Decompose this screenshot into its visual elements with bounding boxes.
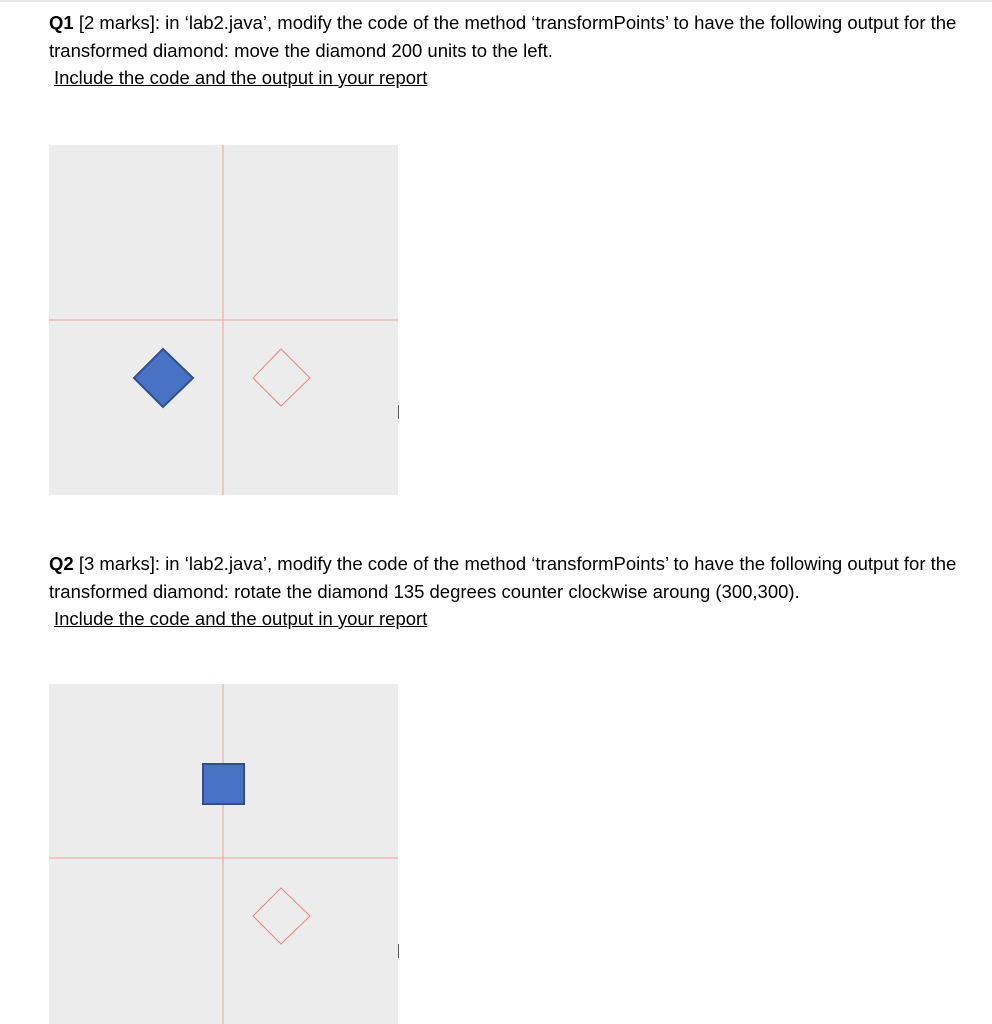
figure-2 [49, 684, 398, 1024]
figure-2-canvas [49, 684, 398, 1024]
figure-1-canvas [49, 145, 398, 495]
question-2-marks: [3 marks] [78, 553, 155, 574]
question-1-instruction: Include the code and the output in your report [54, 67, 428, 88]
question-2-text: : in ‘lab2.java’, modify the code of the method ‘transformPoints’ to have the following output for the transformed diamond: rotate the diamond 135 degrees counter clockwise aroung (300,300). [49, 553, 957, 602]
figure-1-edge-mark [398, 405, 399, 419]
figure-1 [49, 145, 398, 495]
question-1-text: : in ‘lab2.java’, modify the code of the method ‘transformPoints’ to have the following output for the transformed diamond: move the diamond 200 units to the left. [49, 12, 957, 61]
figure-2-transformed-square [203, 764, 244, 804]
question-1-prompt [49, 9, 959, 64]
figure-1-original-diamond [253, 349, 310, 406]
question-1-label: Q1 [49, 12, 74, 33]
figure-1-transformed-diamond [134, 349, 193, 407]
question-1-marks: [2 marks] [78, 12, 155, 33]
question-2-prompt [49, 550, 959, 605]
question-2-label: Q2 [49, 553, 74, 574]
figure-2-edge-mark [398, 944, 399, 958]
question-2-instruction: Include the code and the output in your report [54, 608, 428, 629]
top-rule [0, 0, 992, 2]
question-2 [49, 550, 959, 633]
figure-2-original-diamond [253, 888, 310, 944]
question-1 [49, 9, 959, 92]
